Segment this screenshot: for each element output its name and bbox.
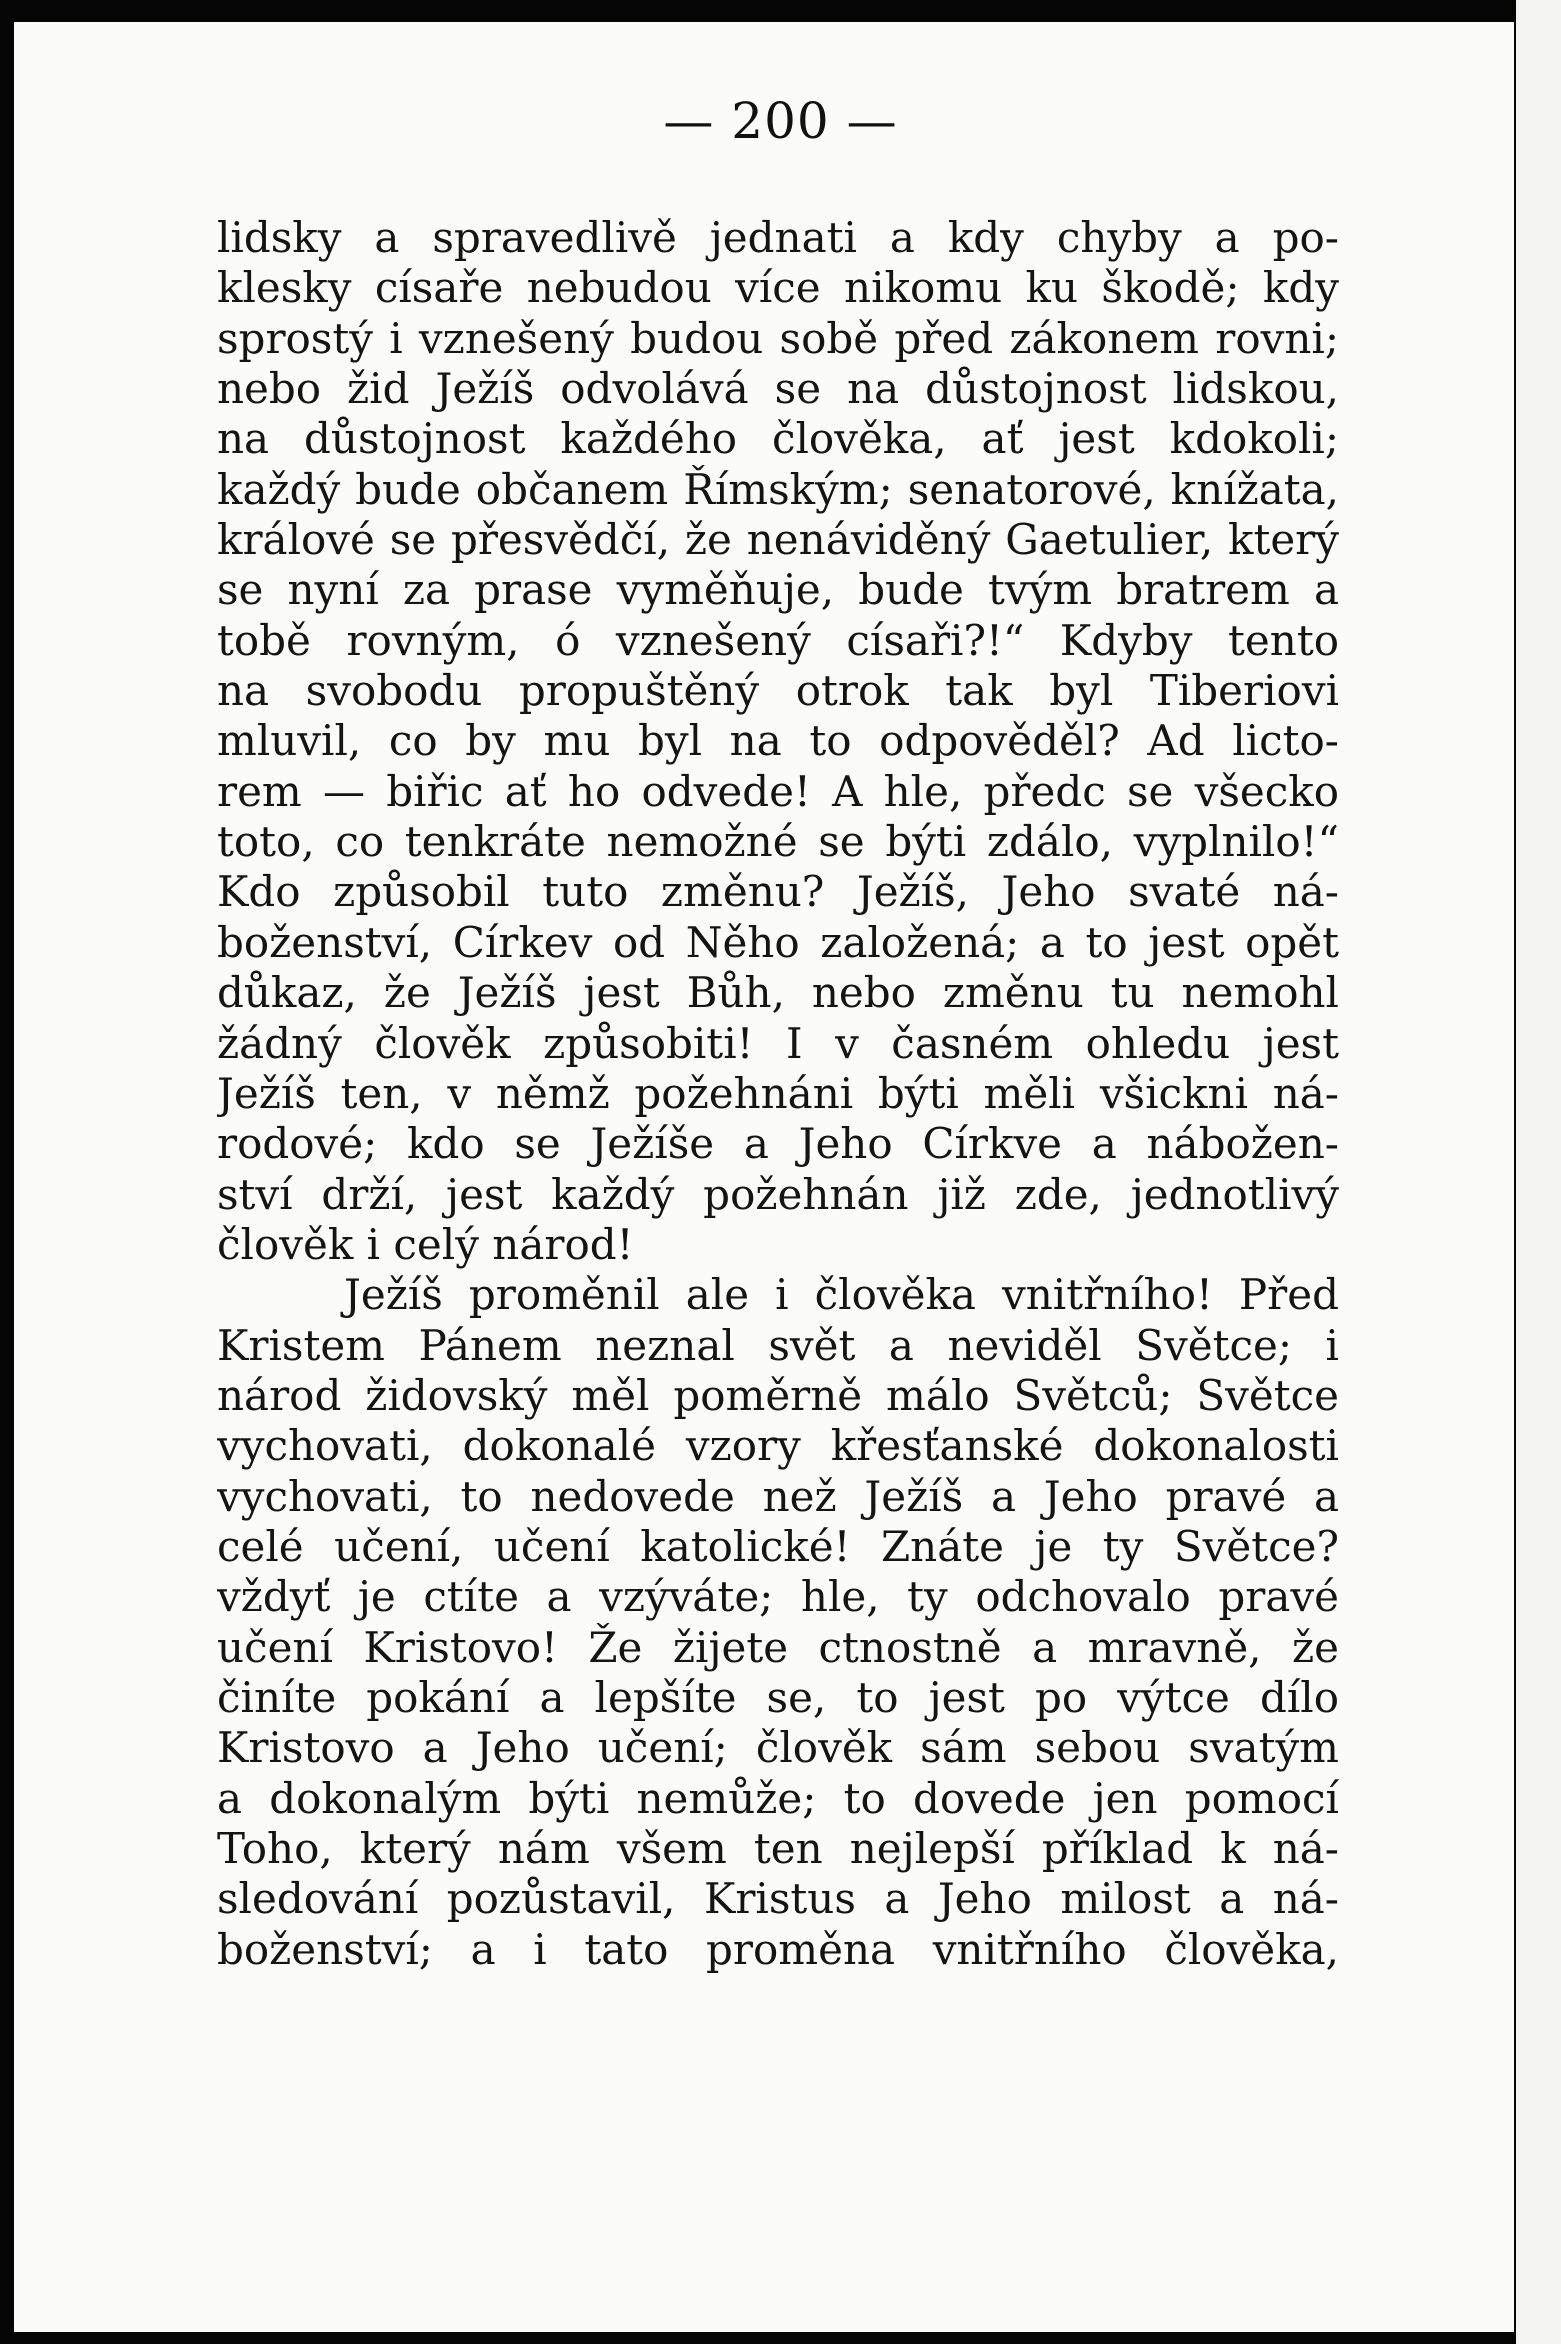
text-line: rodové; kdo se Ježíše a Jeho Církve a nábožen- [217,1119,1339,1169]
text-line: Ježíš ten, v němž požehnáni býti měli všickni ná- [217,1068,1339,1118]
text-line: lidsky a spravedlivě jednati a kdy chyby a po- [217,213,1339,262]
paragraph-end-line: člověk i celý národ! [217,1219,634,1269]
text-line: vždyť je ctíte a vzýváte; hle, ty odchovalo pravé [217,1572,1339,1622]
text-line: rem — biřic ať ho odvede! A hle, předc se všecko [217,766,1339,816]
adjacent-page-edge [1516,0,1561,2344]
text-line: boženství, Církev od Něho založená; a to jest opět [217,917,1339,967]
text-line: každý bude občanem Římským; senatorové, knížata, [217,464,1339,514]
text-line: Kdo způsobil tuto změnu? Ježíš, Jeho svaté ná- [217,867,1339,917]
text-line: na svobodu propuštěný otrok tak byl Tiberiovi [217,666,1339,716]
text-line: toto, co tenkráte nemožné se býti zdálo, vyplnilo!“ [217,817,1339,867]
text-line: nebo žid Ježíš odvolává se na důstojnost lidskou, [217,364,1339,414]
text-line: klesky císaře nebudou více nikomu ku škodě; kdy [217,263,1339,313]
text-line: vychovati, dokonalé vzory křesťanské dokonalosti [217,1421,1339,1471]
text-line: důkaz, že Ježíš jest Bůh, nebo změnu tu nemohl [217,968,1339,1018]
text-line: celé učení, učení katolické! Znáte je ty Světce? [217,1521,1339,1571]
text-line: a dokonalým býti nemůže; to dovede jen pomocí [217,1773,1339,1823]
body-text [217,213,1339,1975]
text-line: Kristovo a Jeho učení; člověk sám sebou svatým [217,1723,1339,1773]
text-line: vychovati, to nedovede než Ježíš a Jeho pravé a [217,1471,1339,1521]
text-line: činíte pokání a lepšíte se, to jest po výtce dílo [217,1672,1339,1722]
text-line: se nyní za prase vyměňuje, bude tvým bratrem a [217,565,1339,615]
text-line: mluvil, co by mu byl na to odpověděl? Ad licto- [217,716,1339,766]
text-line: tobě rovným, ó vznešený císaři?!“ Kdyby tento [217,615,1339,665]
text-line: Kristem Pánem neznal svět a neviděl Světce; i [217,1320,1339,1370]
text-line: králové se přesvědčí, že nenáviděný Gaetulier, který [217,515,1339,565]
text-line: sprostý i vznešený budou sobě před zákonem rovni; [217,313,1339,363]
text-line: učení Kristovo! Že žijete ctnostně a mravně, že [217,1622,1339,1672]
text-line: na důstojnost každého člověka, ať jest kdokoli; [217,414,1339,464]
text-line: sledování pozůstavil, Kristus a Jeho milost a ná- [217,1874,1339,1924]
text-line: žádný člověk způsobiti! I v časném ohledu jest [217,1018,1339,1068]
text-line: Toho, který nám všem ten nejlepší příklad k ná- [217,1824,1339,1873]
paragraph-start-line: Ježíš proměnil ale i člověka vnitřního! Před [344,1270,1339,1320]
text-line: národ židovský měl poměrně málo Světců; Světce [217,1370,1339,1420]
text-line: ství drží, jest každý požehnán již zde, jednotlivý [217,1169,1339,1219]
page-number: — 200 — [663,92,898,150]
text-line: boženství; a i tato proměna vnitřního člověka, [217,1924,1339,1974]
